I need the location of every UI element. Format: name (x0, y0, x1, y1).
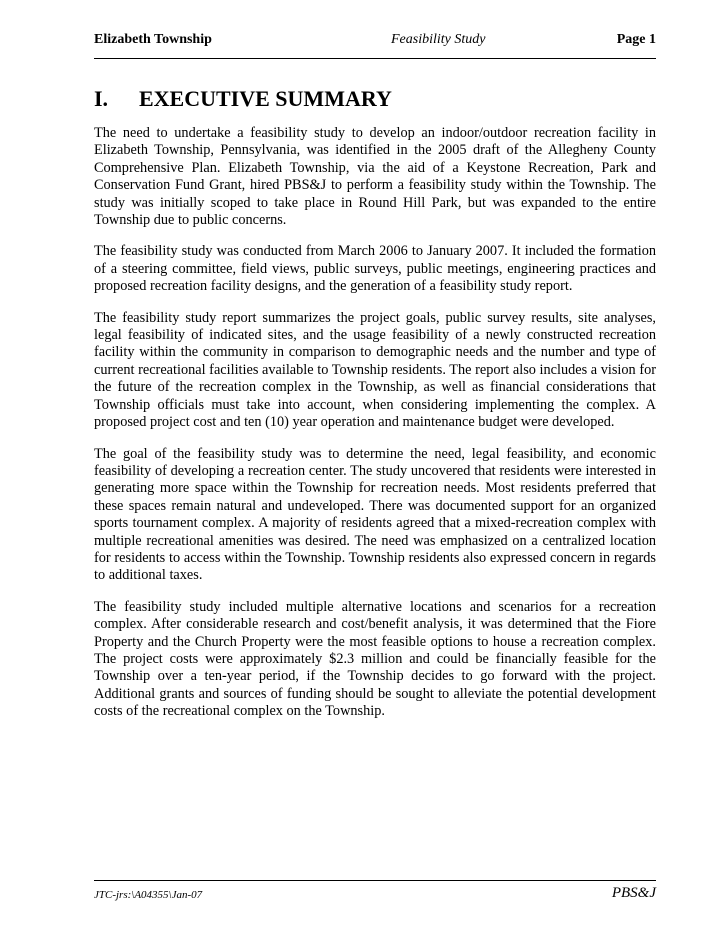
section-title: EXECUTIVE SUMMARY (139, 86, 392, 111)
header-page-number: Page 1 (616, 32, 656, 47)
header-organization: Elizabeth Township (94, 32, 212, 47)
paragraph-5: The feasibility study included multiple alternative locations and scenarios for a recreation complex. After considerable research and cost/benefit analysis, it was determined that the Fiore Property and the Church Property were the most feasible options to house a recreation complex. The project costs were approximately $2.3 million and could be financially feasible for the Township over a ten-year period, if the Township decides to go forward with the project. Additional grants and sources of funding should be sought to alleviate the potential development costs of the recreational complex on the Township. (94, 598, 656, 720)
paragraph-1: The need to undertake a feasibility study to develop an indoor/outdoor recreation facility in Elizabeth Township, Pennsylvania, was identified in the 2005 draft of the Allegheny County Comprehensive Plan. Elizabeth Township, via the aid of a Keystone Recreation, Park and Conservation Fund Grant, hired PBS&J to perform a feasibility study within the Township. The study was initially scoped to take place in Round Hill Park, but was expanded to the entire Township due to public concerns. (94, 125, 656, 229)
section-number: I. (94, 86, 109, 111)
section-heading (94, 86, 392, 112)
paragraph-3: The feasibility study report summarizes the project goals, public survey results, site analyses, legal feasibility of indicated sites, and the usage feasibility of a newly constructed recreation facility within the community in comparison to demographic needs and the number and type of current recreational facilities available to Township residents. The report also includes a vision for the future of the recreation complex in the Township, as well as financial considerations that Township officials must take into account, when considering implementing the complex. A proposed project cost and ten (10) year operation and maintenance budget were developed. (94, 309, 656, 431)
paragraph-2: The feasibility study was conducted from March 2006 to January 2007. It included the formation of a steering committee, field views, public surveys, public meetings, engineering practices and proposed recreation facility designs, and the generation of a feasibility study report. (94, 243, 656, 295)
header-document-title: Feasibility Study (391, 32, 486, 47)
page-header (94, 28, 656, 59)
page-footer (94, 880, 656, 905)
body-text (94, 125, 656, 735)
paragraph-4: The goal of the feasibility study was to determine the need, legal feasibility, and economic feasibility of developing a recreation center. The study uncovered that residents were interested in generating more space within the Township for recreation needs. Most residents preferred that these spaces remain natural and undeveloped. There was documented support for an organized sports tournament complex. A majority of residents agreed that a mixed-recreation complex with multiple recreational amenities was desired. The need was emphasized on a centralized location for residents to access within the Township. Township residents also expressed concern in regards to additional taxes. (94, 445, 656, 584)
footer-file-reference: JTC-jrs:\A04355\Jan-07 (94, 889, 203, 901)
footer-company: PBS&J (611, 885, 656, 901)
